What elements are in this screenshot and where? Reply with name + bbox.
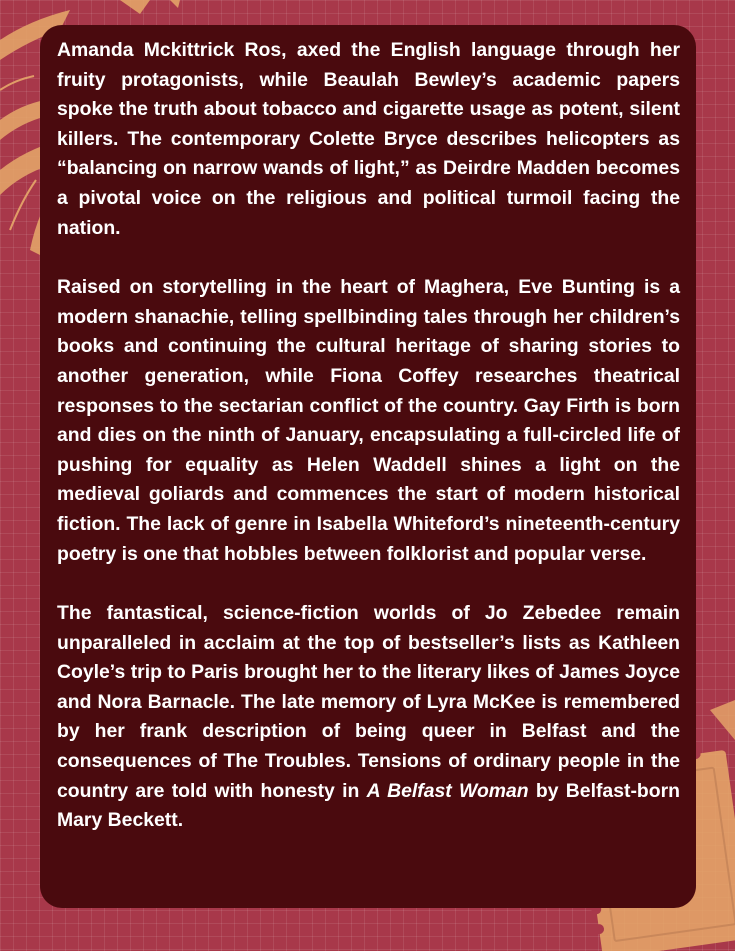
paragraph-3: [57, 599, 680, 836]
text-panel: [40, 25, 696, 908]
paragraph-2: Raised on storytelling in the heart of Maghera, Eve Bunting is a modern shanachie, telling spellbinding tales through her children’s books and continuing the cultural heritage of sharing stories to another generation, while Fiona Coffey researches theatrical responses to the sectarian conflict of the country. Gay Firth is born and dies on the ninth of January, encapsulating a full-circled life of pushing for equality as Helen Waddell shines a light on the medieval goliards and commences the start of modern historical fiction. The lack of genre in Isabella Whiteford’s nineteenth-century poetry is one that hobbles between folklorist and popular verse.: [57, 276, 680, 565]
paragraph-1: Amanda Mckittrick Ros, axed the English language through her fruity protagonists, while Beaulah Bewley’s academic papers spoke the truth about tobacco and cigarette usage as potent, silent killers. The contemporary Colette Bryce describes helicopters as “balancing on narrow wands of light,” as Deirdre Madden becomes a pivotal voice on the religious and political turmoil facing the nation.: [57, 39, 680, 239]
paragraph-3-ending: by Belfast-born Mary Beckett.: [57, 779, 680, 832]
paragraph-3-text: The fantastical, science-fiction worlds of Jo Zebedee remain unparalleled in acclaim at the top of bestseller’s lists as Kathleen Coyle’s trip to Paris brought her to the literary likes of James Joyce and Nora Barnacle. The late memory of Lyra McKee is remembered by her frank description of being queer in Belfast and the consequences of The Troubles. Tensions of ordinary people in the country are told with honesty in: [57, 602, 680, 802]
book-title: A Belfast Woman: [366, 779, 529, 802]
